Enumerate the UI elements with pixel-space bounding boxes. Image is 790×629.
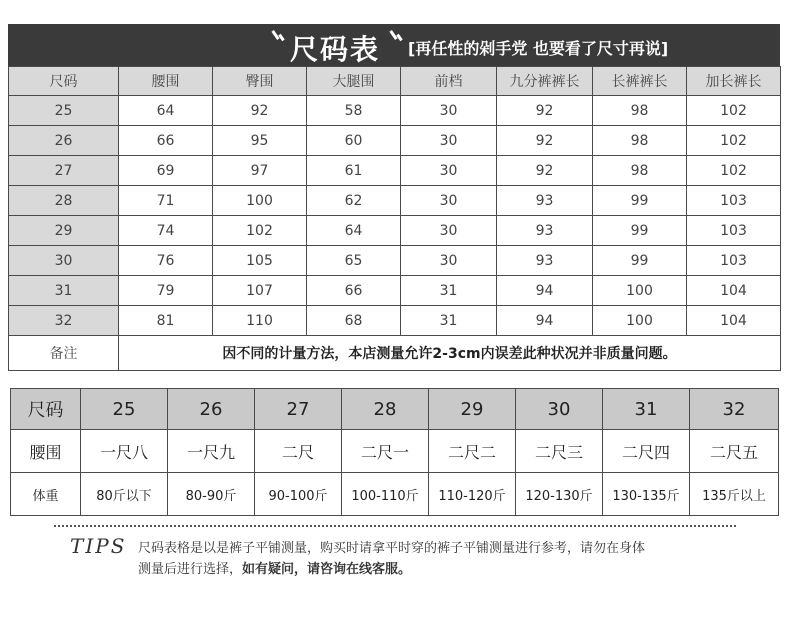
- table-cell: 100: [593, 306, 687, 336]
- table-cell: 104: [687, 306, 781, 336]
- tips-text-normal: 测量后进行选择，: [138, 562, 243, 577]
- table-row: [9, 126, 781, 156]
- table-cell: 68: [307, 306, 401, 336]
- table-cell: 93: [497, 216, 593, 246]
- table-cell: 65: [307, 246, 401, 276]
- size-cell: 25: [81, 389, 168, 430]
- table-cell: 97: [213, 156, 307, 186]
- table-row: [9, 276, 781, 306]
- header-cell: 加长裤长: [687, 67, 781, 96]
- size-chart-title: 尺码表: [290, 33, 381, 66]
- table-cell: 102: [213, 216, 307, 246]
- tips-text-bold: 如有疑问，请咨询在线客服。: [242, 562, 412, 577]
- table-cell: 66: [119, 126, 213, 156]
- tips-text-line1: 尺码表格是以是裤子平铺测量，购买时请拿平时穿的裤子平铺测量进行参考，请勿在身体: [138, 541, 646, 556]
- table-cell: 76: [119, 246, 213, 276]
- header-cell: 腰围: [119, 67, 213, 96]
- table-row: [9, 306, 781, 336]
- table-cell: 94: [497, 276, 593, 306]
- note-row: [9, 336, 781, 371]
- table-cell: 30: [401, 96, 497, 126]
- table-cell: 99: [593, 216, 687, 246]
- table-cell: 66: [307, 276, 401, 306]
- table-row: [9, 96, 781, 126]
- weight-cell: 80-90斤: [168, 473, 255, 516]
- header-cell: 长裤裤长: [593, 67, 687, 96]
- header-cell: 大腿围: [307, 67, 401, 96]
- table-cell: 99: [593, 186, 687, 216]
- table-row: [9, 246, 781, 276]
- waist-cell: 二尺二: [429, 430, 516, 473]
- weight-cell: 110-120斤: [429, 473, 516, 516]
- size-row: [11, 389, 779, 430]
- table-cell: 102: [687, 156, 781, 186]
- header-cell: 前档: [401, 67, 497, 96]
- table-cell: 81: [119, 306, 213, 336]
- size-cell: 32: [9, 306, 119, 336]
- size-cell: 32: [690, 389, 779, 430]
- table-cell: 103: [687, 246, 781, 276]
- note-label: 备注: [9, 336, 119, 371]
- waist-row-label: 腰围: [11, 430, 81, 473]
- waist-cell: 一尺八: [81, 430, 168, 473]
- table-cell: 98: [593, 96, 687, 126]
- table-cell: 95: [213, 126, 307, 156]
- table-header-row: [9, 67, 781, 96]
- table-cell: 94: [497, 306, 593, 336]
- weight-cell: 90-100斤: [255, 473, 342, 516]
- table-cell: 104: [687, 276, 781, 306]
- table-cell: 93: [497, 246, 593, 276]
- table-cell: 99: [593, 246, 687, 276]
- header-cell: 臀围: [213, 67, 307, 96]
- table-cell: 30: [401, 216, 497, 246]
- table-cell: 31: [401, 306, 497, 336]
- weight-cell: 100-110斤: [342, 473, 429, 516]
- table-cell: 100: [593, 276, 687, 306]
- table-cell: 30: [401, 156, 497, 186]
- size-cell: 28: [342, 389, 429, 430]
- header-cell: 尺码: [9, 67, 119, 96]
- table-cell: 98: [593, 156, 687, 186]
- table-cell: 103: [687, 216, 781, 246]
- weight-cell: 80斤以下: [81, 473, 168, 516]
- weight-cell: 130-135斤: [603, 473, 690, 516]
- size-chart-subtitle: [再任性的剁手党 也要看了尺寸再说]: [408, 39, 669, 58]
- table-cell: 79: [119, 276, 213, 306]
- size-chart-header: [8, 24, 780, 66]
- table-cell: 74: [119, 216, 213, 246]
- table-cell: 92: [213, 96, 307, 126]
- size-cell: 29: [9, 216, 119, 246]
- waist-cell: 二尺四: [603, 430, 690, 473]
- waist-cell: 二尺一: [342, 430, 429, 473]
- table-cell: 93: [497, 186, 593, 216]
- weight-row-label: 体重: [11, 473, 81, 516]
- table-cell: 92: [497, 156, 593, 186]
- waist-cell: 一尺九: [168, 430, 255, 473]
- waist-cell: 二尺三: [516, 430, 603, 473]
- size-cell: 30: [516, 389, 603, 430]
- tips-heading: TIPS: [70, 534, 127, 558]
- table-row: [9, 216, 781, 246]
- table-cell: 103: [687, 186, 781, 216]
- weight-row: [11, 473, 779, 516]
- tips-text-line2: [138, 558, 411, 577]
- table-cell: 30: [401, 126, 497, 156]
- table-cell: 60: [307, 126, 401, 156]
- table-cell: 110: [213, 306, 307, 336]
- dotted-divider: [54, 525, 736, 527]
- size-row-label: 尺码: [11, 389, 81, 430]
- size-cell: 31: [9, 276, 119, 306]
- waist-row: [11, 430, 779, 473]
- table-row: [9, 186, 781, 216]
- table-cell: 105: [213, 246, 307, 276]
- table-cell: 102: [687, 96, 781, 126]
- table-cell: 31: [401, 276, 497, 306]
- weight-cell: 120-130斤: [516, 473, 603, 516]
- size-cell: 25: [9, 96, 119, 126]
- size-cell: 26: [168, 389, 255, 430]
- size-cell: 29: [429, 389, 516, 430]
- header-cell: 九分裤裤长: [497, 67, 593, 96]
- table-cell: 62: [307, 186, 401, 216]
- table-cell: 69: [119, 156, 213, 186]
- size-cell: 31: [603, 389, 690, 430]
- size-cell: 27: [9, 156, 119, 186]
- table-cell: 61: [307, 156, 401, 186]
- size-cell: 30: [9, 246, 119, 276]
- table-cell: 64: [119, 96, 213, 126]
- table-cell: 92: [497, 96, 593, 126]
- table-cell: 98: [593, 126, 687, 156]
- size-weight-table: [10, 388, 779, 516]
- table-cell: 107: [213, 276, 307, 306]
- table-cell: 100: [213, 186, 307, 216]
- table-cell: 71: [119, 186, 213, 216]
- table-cell: 64: [307, 216, 401, 246]
- table-cell: 102: [687, 126, 781, 156]
- table-cell: 30: [401, 186, 497, 216]
- size-measurement-table: [8, 66, 781, 371]
- table-cell: 58: [307, 96, 401, 126]
- table-cell: 30: [401, 246, 497, 276]
- note-text: 因不同的计量方法，本店测量允许2-3cm内误差此种状况并非质量问题。: [119, 336, 781, 371]
- size-cell: 27: [255, 389, 342, 430]
- weight-cell: 135斤以上: [690, 473, 779, 516]
- table-cell: 92: [497, 126, 593, 156]
- size-cell: 28: [9, 186, 119, 216]
- waist-cell: 二尺五: [690, 430, 779, 473]
- waist-cell: 二尺: [255, 430, 342, 473]
- size-cell: 26: [9, 126, 119, 156]
- table-row: [9, 156, 781, 186]
